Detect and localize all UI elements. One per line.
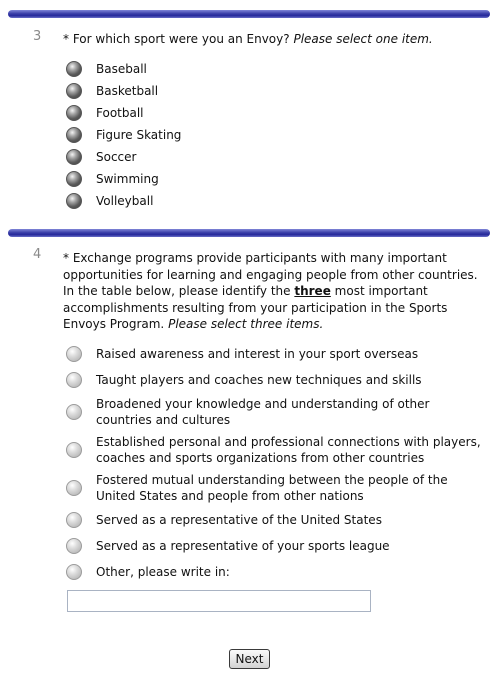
q3-option-soccer[interactable]: [66, 149, 486, 165]
radio-button[interactable]: [66, 149, 82, 165]
question-4-emphasis: three: [294, 284, 331, 298]
question-4-prompt-end: most important accomplishments resulting from your participation in the Sports Envoys Program.: [63, 284, 448, 331]
question-4-number: 4: [33, 247, 42, 262]
q4-option-representative-league[interactable]: [66, 538, 486, 554]
radio-button[interactable]: [66, 105, 82, 121]
option-label: Raised awareness and interest in your sport overseas: [96, 347, 419, 361]
radio-button[interactable]: [66, 538, 82, 554]
q4-option-raised-awareness[interactable]: [66, 346, 486, 362]
radio-button[interactable]: [66, 83, 82, 99]
option-label: Basketball: [96, 84, 159, 98]
option-label: Fostered mutual understanding between the people of the United States and people from other nations: [96, 473, 448, 503]
radio-button[interactable]: [66, 171, 82, 187]
q4-option-fostered-understanding[interactable]: [66, 472, 486, 504]
question-3-prompt: * For which sport were you an Envoy?: [63, 32, 290, 46]
question-3-text: [63, 31, 483, 48]
radio-button[interactable]: [66, 442, 82, 458]
q3-option-swimming[interactable]: [66, 171, 486, 187]
question-3-number: 3: [33, 29, 42, 44]
radio-button[interactable]: [66, 193, 82, 209]
question-4-instruction: Please select three items.: [168, 317, 324, 331]
radio-button[interactable]: [66, 346, 82, 362]
radio-button[interactable]: [66, 61, 82, 77]
q4-option-established-connections[interactable]: [66, 434, 486, 466]
option-label: Served as a representative of the United States: [96, 513, 382, 527]
radio-button[interactable]: [66, 127, 82, 143]
radio-button[interactable]: [66, 404, 82, 420]
section-divider-middle: [8, 229, 490, 237]
q3-option-volleyball[interactable]: [66, 193, 486, 209]
question-4-prompt-start: * Exchange programs provide participants with many important opportunities for learning and engaging people from other countries. In the table below, please identify the: [63, 251, 478, 298]
option-label: Served as a representative of your sports league: [96, 539, 390, 553]
option-label: Volleyball: [96, 194, 154, 208]
q4-option-other[interactable]: [66, 564, 486, 580]
option-label: Other, please write in:: [96, 565, 230, 579]
section-divider-top: [8, 10, 490, 18]
q3-option-football[interactable]: [66, 105, 486, 121]
q4-option-representative-us[interactable]: [66, 512, 486, 528]
radio-button[interactable]: [66, 480, 82, 496]
question-3-instruction: Please select one item.: [293, 32, 433, 46]
option-label: Broadened your knowledge and understanding of other countries and cultures: [96, 397, 430, 427]
next-button[interactable]: Next: [229, 649, 270, 669]
radio-button[interactable]: [66, 564, 82, 580]
other-write-in-input[interactable]: [67, 590, 371, 612]
option-label: Baseball: [96, 62, 147, 76]
option-label: Soccer: [96, 150, 137, 164]
radio-button[interactable]: [66, 372, 82, 388]
option-label: Swimming: [96, 172, 159, 186]
option-label: Figure Skating: [96, 128, 182, 142]
q4-option-taught-players[interactable]: [66, 372, 486, 388]
option-label: Taught players and coaches new techniques and skills: [96, 373, 422, 387]
q3-option-baseball[interactable]: [66, 61, 486, 77]
q3-option-figure-skating[interactable]: [66, 127, 486, 143]
question-4-text: [63, 250, 483, 333]
q3-option-basketball[interactable]: [66, 83, 486, 99]
option-label: Established personal and professional connections with players, coaches and sports organizations from other countries: [96, 435, 481, 465]
option-label: Football: [96, 106, 144, 120]
q4-option-broadened-knowledge[interactable]: [66, 396, 486, 428]
radio-button[interactable]: [66, 512, 82, 528]
